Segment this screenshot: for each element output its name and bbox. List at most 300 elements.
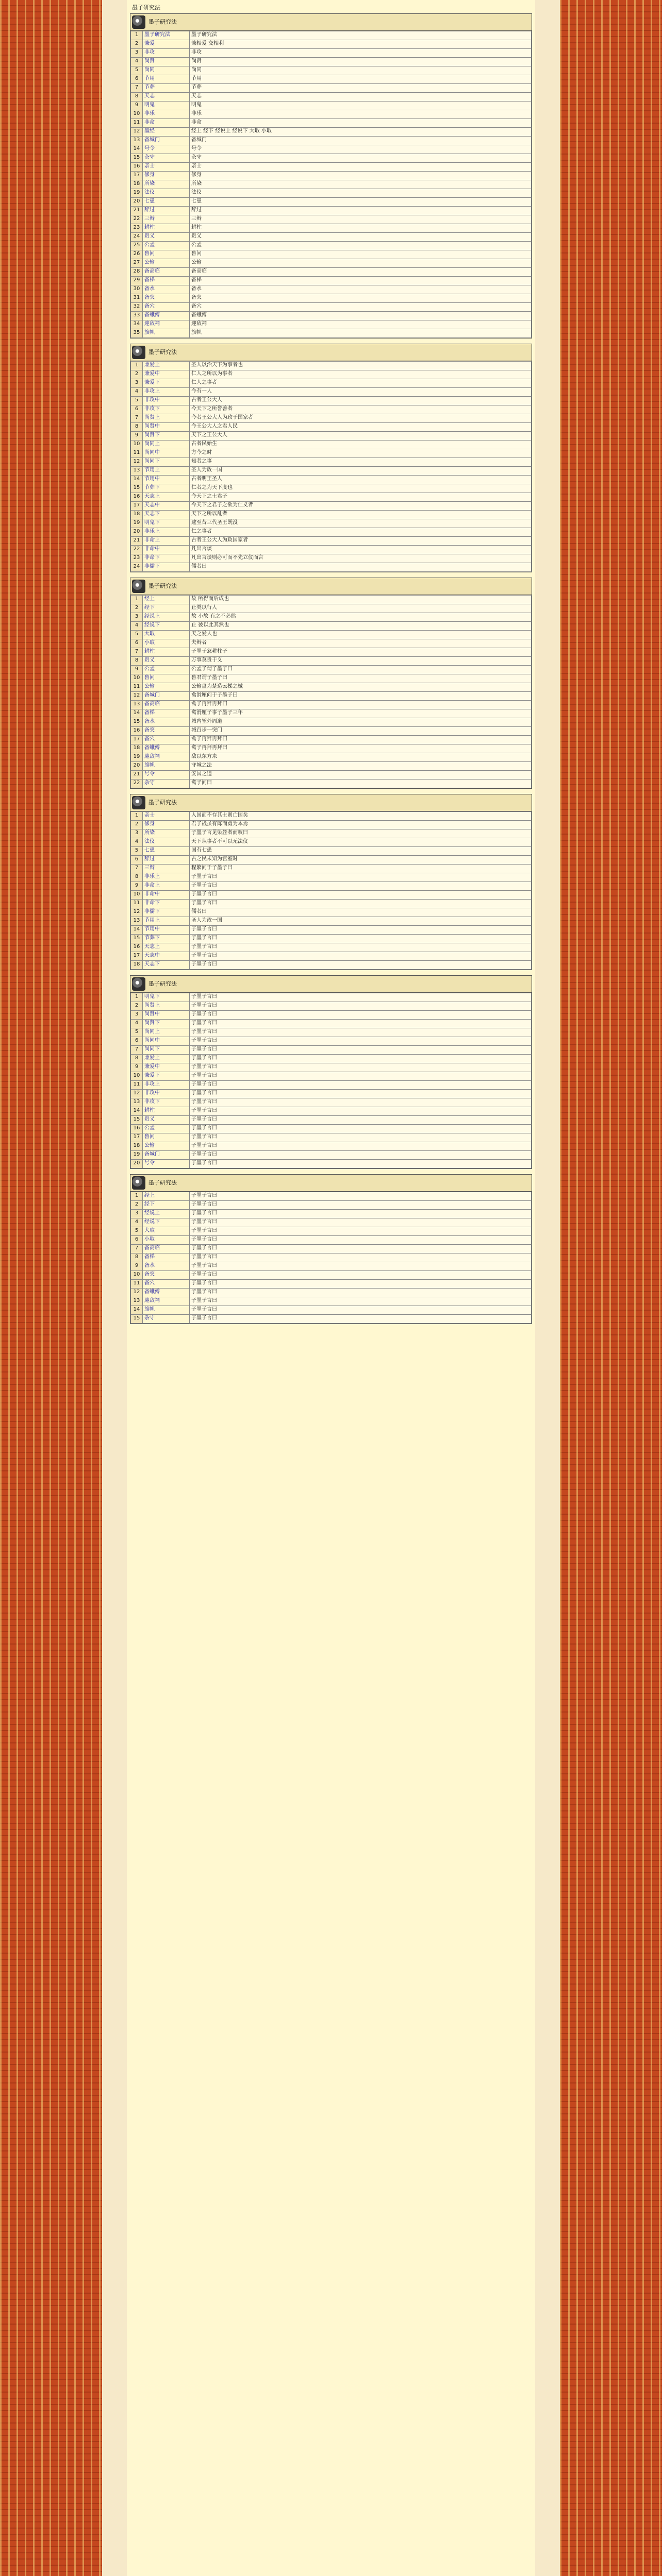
row-number: 8 <box>131 423 143 432</box>
row-name-link[interactable]: 亲士 <box>143 812 190 821</box>
table-row <box>131 1210 532 1218</box>
row-number: 19 <box>131 189 143 198</box>
row-name-link[interactable]: 墨经 <box>143 128 190 137</box>
row-name-link[interactable]: 尚贤下 <box>143 1020 190 1028</box>
row-number: 2 <box>131 40 143 49</box>
row-name-link[interactable]: 备穴 <box>143 303 190 312</box>
row-name-link[interactable]: 经说下 <box>143 1218 190 1227</box>
row-value: 备高临 <box>190 268 532 277</box>
row-value: 凡出言谈则必可而不先立仪而言 <box>190 554 532 563</box>
row-name-link[interactable]: 备穴 <box>143 1280 190 1289</box>
table-row <box>131 397 532 405</box>
row-name-link[interactable]: 非攻中 <box>143 397 190 405</box>
row-value: 凡出言谈 <box>190 546 532 554</box>
row-name-link[interactable]: 经说上 <box>143 1210 190 1218</box>
row-name-link[interactable]: 迎敌祠 <box>143 1297 190 1306</box>
section-titles <box>148 19 177 26</box>
table-row <box>131 1125 532 1133</box>
row-name-link[interactable]: 明鬼 <box>143 101 190 110</box>
row-name-link[interactable]: 耕柱 <box>143 224 190 233</box>
row-number: 2 <box>131 370 143 379</box>
row-name-link[interactable]: 节用上 <box>143 467 190 476</box>
row-name-link[interactable]: 备水 <box>143 285 190 294</box>
row-name-link[interactable]: 公输 <box>143 683 190 692</box>
row-value: 七患 <box>190 198 532 207</box>
row-name-link[interactable]: 三辩 <box>143 215 190 224</box>
row-name-link[interactable]: 公孟 <box>143 666 190 674</box>
row-value: 子墨子言曰 <box>190 1037 532 1046</box>
row-value: 子墨子言曰 <box>190 952 532 961</box>
row-number: 15 <box>131 154 143 163</box>
row-name-link[interactable]: 备梯 <box>143 1253 190 1262</box>
row-name-link[interactable]: 贵义 <box>143 1116 190 1125</box>
row-name-link[interactable]: 辞过 <box>143 856 190 865</box>
row-name-link[interactable]: 非乐上 <box>143 528 190 537</box>
table-row <box>131 519 532 528</box>
section-titles <box>148 799 177 806</box>
table-row <box>131 1227 532 1236</box>
row-name-link[interactable]: 经上 <box>143 1192 190 1201</box>
row-name-link[interactable]: 贵义 <box>143 233 190 242</box>
table-row <box>131 692 532 701</box>
row-number: 7 <box>131 84 143 93</box>
row-value: 故 所得而后成也 <box>190 596 532 604</box>
row-value: 兼相爱 交相利 <box>190 40 532 49</box>
row-number: 12 <box>131 128 143 137</box>
row-number: 13 <box>131 1098 143 1107</box>
row-value: 子墨子言曰 <box>190 935 532 943</box>
section-emblem-icon <box>132 15 145 29</box>
row-name-link[interactable]: 三辩 <box>143 865 190 873</box>
row-number: 31 <box>131 294 143 303</box>
table-row <box>131 563 532 572</box>
row-name-link[interactable]: 号令 <box>143 145 190 154</box>
row-number: 7 <box>131 1046 143 1055</box>
table-row <box>131 1063 532 1072</box>
row-number: 1 <box>131 812 143 821</box>
row-name-link[interactable]: 耕柱 <box>143 648 190 657</box>
row-number: 13 <box>131 137 143 145</box>
row-name-link[interactable]: 节用中 <box>143 926 190 935</box>
row-number: 6 <box>131 1037 143 1046</box>
table-row <box>131 320 532 329</box>
row-value: 子墨子言曰 <box>190 1315 532 1324</box>
row-value: 子墨子言曰 <box>190 1253 532 1262</box>
row-name-link[interactable]: 大取 <box>143 1227 190 1236</box>
table-row <box>131 604 532 613</box>
row-name-link[interactable]: 备城门 <box>143 692 190 701</box>
row-value: 入国而不存其士则亡国矣 <box>190 812 532 821</box>
row-value: 古之民未知为宫室时 <box>190 856 532 865</box>
row-value: 今天下之君子之欲为仁义者 <box>190 502 532 511</box>
row-name-link[interactable]: 亲士 <box>143 163 190 172</box>
row-name-link[interactable]: 兼爱下 <box>143 379 190 388</box>
row-value: 备蛾傅 <box>190 312 532 320</box>
row-name-link[interactable]: 尚贤上 <box>143 1002 190 1011</box>
row-name-link[interactable]: 兼爱中 <box>143 370 190 379</box>
row-name-link[interactable]: 尚同中 <box>143 449 190 458</box>
row-name-link[interactable]: 修身 <box>143 821 190 829</box>
row-name-link[interactable]: 号令 <box>143 771 190 779</box>
row-name-link[interactable]: 非儒下 <box>143 563 190 572</box>
row-value: 子墨子言曰 <box>190 891 532 900</box>
row-number: 17 <box>131 172 143 180</box>
row-name-link[interactable]: 非命 <box>143 119 190 128</box>
row-name-link[interactable]: 节葬下 <box>143 484 190 493</box>
row-name-link[interactable]: 天志下 <box>143 961 190 970</box>
table-row <box>131 546 532 554</box>
table-row <box>131 1037 532 1046</box>
row-name-link[interactable]: 旗帜 <box>143 1306 190 1315</box>
row-number: 6 <box>131 856 143 865</box>
row-name-link[interactable]: 明鬼下 <box>143 993 190 1002</box>
row-name-link[interactable]: 公输 <box>143 259 190 268</box>
row-name-link[interactable]: 兼爱下 <box>143 1072 190 1081</box>
table-row <box>131 458 532 467</box>
row-name-link[interactable]: 非乐 <box>143 110 190 119</box>
row-value: 守城之法 <box>190 762 532 771</box>
row-name-link[interactable]: 迎敌祠 <box>143 753 190 762</box>
row-name-link[interactable]: 公输 <box>143 1142 190 1151</box>
row-value: 禽子再拜再拜曰 <box>190 744 532 753</box>
row-name-link[interactable]: 非攻上 <box>143 1081 190 1090</box>
row-number: 12 <box>131 1090 143 1098</box>
table-row <box>131 657 532 666</box>
table-row <box>131 1262 532 1271</box>
row-value: 安国之道 <box>190 771 532 779</box>
row-value: 子墨子言曰 <box>190 1210 532 1218</box>
row-value: 仁之事者 <box>190 528 532 537</box>
row-name-link[interactable]: 法仪 <box>143 189 190 198</box>
row-name-link[interactable]: 所染 <box>143 180 190 189</box>
row-name-link[interactable]: 法仪 <box>143 838 190 847</box>
row-value: 子墨子言曰 <box>190 1072 532 1081</box>
row-name-link[interactable]: 备梯 <box>143 709 190 718</box>
row-value: 子墨子言曰 <box>190 1098 532 1107</box>
table-row <box>131 1098 532 1107</box>
row-name-link[interactable]: 小取 <box>143 1236 190 1245</box>
row-name-link[interactable]: 大取 <box>143 631 190 639</box>
table-row <box>131 1011 532 1020</box>
table-row <box>131 233 532 242</box>
table-row <box>131 370 532 379</box>
row-number: 14 <box>131 1107 143 1116</box>
table-row <box>131 1297 532 1306</box>
row-value: 非命 <box>190 119 532 128</box>
row-value: 子墨子言曰 <box>190 943 532 952</box>
row-number: 15 <box>131 718 143 727</box>
row-value: 子墨子言曰 <box>190 873 532 882</box>
row-number: 6 <box>131 1236 143 1245</box>
row-number: 3 <box>131 49 143 58</box>
section-table <box>130 1192 532 1324</box>
table-row <box>131 449 532 458</box>
row-name-link[interactable]: 尚贤 <box>143 58 190 66</box>
row-name-link[interactable]: 备穴 <box>143 736 190 744</box>
table-row <box>131 727 532 736</box>
section-table <box>130 361 532 572</box>
table-row <box>131 163 532 172</box>
row-name-link[interactable]: 非命中 <box>143 546 190 554</box>
row-number: 5 <box>131 847 143 856</box>
row-name-link[interactable]: 天志上 <box>143 493 190 502</box>
row-name-link[interactable]: 经下 <box>143 604 190 613</box>
row-name-link[interactable]: 节用中 <box>143 476 190 484</box>
row-value: 子墨子言曰 <box>190 1297 532 1306</box>
row-name-link[interactable]: 备突 <box>143 727 190 736</box>
row-name-link[interactable]: 备蛾傅 <box>143 744 190 753</box>
row-name-link[interactable]: 备城门 <box>143 137 190 145</box>
table-row <box>131 961 532 970</box>
row-name-link[interactable]: 尚同下 <box>143 1046 190 1055</box>
row-name-link[interactable]: 节用上 <box>143 917 190 926</box>
row-value: 天之爱人也 <box>190 631 532 639</box>
table-row <box>131 1081 532 1090</box>
row-name-link[interactable]: 号令 <box>143 1160 190 1168</box>
row-name-link[interactable]: 非命中 <box>143 891 190 900</box>
row-name-link[interactable]: 经说下 <box>143 622 190 631</box>
row-number: 24 <box>131 563 143 572</box>
row-name-link[interactable]: 辞过 <box>143 207 190 215</box>
table-row <box>131 648 532 657</box>
row-name-link[interactable]: 天志上 <box>143 943 190 952</box>
row-number: 25 <box>131 242 143 250</box>
section <box>130 1174 532 1324</box>
row-name-link[interactable]: 天志下 <box>143 511 190 519</box>
row-value: 子墨子言曰 <box>190 1201 532 1210</box>
table-row <box>131 753 532 762</box>
row-value: 尚同 <box>190 66 532 75</box>
row-name-link[interactable]: 天志中 <box>143 952 190 961</box>
row-name-link[interactable]: 兼爱中 <box>143 1063 190 1072</box>
row-name-link[interactable]: 备水 <box>143 1262 190 1271</box>
row-number: 13 <box>131 917 143 926</box>
row-number: 23 <box>131 554 143 563</box>
row-name-link[interactable]: 非命上 <box>143 537 190 546</box>
table-row <box>131 1306 532 1315</box>
row-number: 19 <box>131 1151 143 1160</box>
row-name-link[interactable]: 耕柱 <box>143 1107 190 1116</box>
row-name-link[interactable]: 尚同上 <box>143 440 190 449</box>
row-name-link[interactable]: 非儒下 <box>143 908 190 917</box>
table-row <box>131 908 532 917</box>
table-row <box>131 779 532 788</box>
row-name-link[interactable]: 非乐上 <box>143 873 190 882</box>
row-name-link[interactable]: 旗帜 <box>143 762 190 771</box>
row-number: 2 <box>131 1201 143 1210</box>
row-name-link[interactable]: 天志中 <box>143 502 190 511</box>
row-name-link[interactable]: 非攻下 <box>143 405 190 414</box>
row-name-link[interactable]: 尚同中 <box>143 1037 190 1046</box>
row-number: 2 <box>131 1002 143 1011</box>
row-name-link[interactable]: 七患 <box>143 847 190 856</box>
row-name-link[interactable]: 经说上 <box>143 613 190 622</box>
row-value: 子墨子言曰 <box>190 1046 532 1055</box>
table-row <box>131 554 532 563</box>
row-number: 6 <box>131 639 143 648</box>
row-name-link[interactable]: 兼爱上 <box>143 1055 190 1063</box>
table-row <box>131 683 532 692</box>
row-name-link[interactable]: 鲁问 <box>143 250 190 259</box>
table-row <box>131 1192 532 1201</box>
row-number: 15 <box>131 1116 143 1125</box>
row-value: 子墨子言曰 <box>190 961 532 970</box>
row-number: 18 <box>131 180 143 189</box>
table-row <box>131 631 532 639</box>
row-name-link[interactable]: 非命下 <box>143 554 190 563</box>
row-value: 儒者曰 <box>190 563 532 572</box>
row-name-link[interactable]: 旗帜 <box>143 329 190 338</box>
table-row <box>131 873 532 882</box>
row-number: 9 <box>131 432 143 440</box>
row-value: 古者王公大人为政国家者 <box>190 537 532 546</box>
decorative-border-right <box>560 0 662 2576</box>
row-value: 城内堑外周道 <box>190 718 532 727</box>
row-value: 子墨子言曰 <box>190 1280 532 1289</box>
table-row <box>131 1116 532 1125</box>
row-name-link[interactable]: 鲁问 <box>143 674 190 683</box>
row-name-link[interactable]: 贵义 <box>143 657 190 666</box>
row-name-link[interactable]: 所染 <box>143 829 190 838</box>
row-name-link[interactable]: 尚同上 <box>143 1028 190 1037</box>
row-name-link[interactable]: 备水 <box>143 718 190 727</box>
section-titles <box>148 349 177 356</box>
row-number: 17 <box>131 952 143 961</box>
row-name-link[interactable]: 备蛾傅 <box>143 1289 190 1297</box>
row-name-link[interactable]: 经上 <box>143 596 190 604</box>
row-name-link[interactable]: 备高临 <box>143 268 190 277</box>
table-row <box>131 268 532 277</box>
table-row <box>131 285 532 294</box>
row-value: 节葬 <box>190 84 532 93</box>
section-emblem-icon <box>132 796 145 809</box>
section <box>130 344 532 572</box>
row-name-link[interactable]: 节用 <box>143 75 190 84</box>
row-name-link[interactable]: 非攻中 <box>143 1090 190 1098</box>
row-value: 禽子问曰 <box>190 779 532 788</box>
table-row <box>131 66 532 75</box>
table-row <box>131 926 532 935</box>
table-row <box>131 1142 532 1151</box>
row-value: 仁者之为天下度也 <box>190 484 532 493</box>
row-number: 21 <box>131 771 143 779</box>
table-row <box>131 312 532 320</box>
row-number: 18 <box>131 961 143 970</box>
table-row <box>131 250 532 259</box>
row-number: 16 <box>131 727 143 736</box>
table-row <box>131 329 532 338</box>
table-row <box>131 215 532 224</box>
row-name-link[interactable]: 明鬼下 <box>143 519 190 528</box>
row-number: 34 <box>131 320 143 329</box>
row-name-link[interactable]: 兼爱 <box>143 40 190 49</box>
row-name-link[interactable]: 小取 <box>143 639 190 648</box>
row-name-link[interactable]: 杂守 <box>143 154 190 163</box>
row-number: 9 <box>131 882 143 891</box>
row-name-link[interactable]: 兼爱上 <box>143 362 190 370</box>
row-name-link[interactable]: 杂守 <box>143 779 190 788</box>
row-name-link[interactable]: 尚同 <box>143 66 190 75</box>
row-value: 圣人以治天下为事者也 <box>190 362 532 370</box>
row-name-link[interactable]: 备高临 <box>143 1245 190 1253</box>
row-name-link[interactable]: 尚贤中 <box>143 423 190 432</box>
row-value: 子墨子言曰 <box>190 993 532 1002</box>
row-name-link[interactable]: 杂守 <box>143 1315 190 1324</box>
row-name-link[interactable]: 非命上 <box>143 882 190 891</box>
row-number: 20 <box>131 1160 143 1168</box>
row-value: 敌以东方来 <box>190 753 532 762</box>
row-number: 11 <box>131 119 143 128</box>
table-row <box>131 423 532 432</box>
row-number: 4 <box>131 838 143 847</box>
row-name-link[interactable]: 备城门 <box>143 1151 190 1160</box>
row-name-link[interactable]: 非命下 <box>143 900 190 908</box>
row-value: 今者王公大人为政于国家者 <box>190 414 532 423</box>
row-number: 10 <box>131 891 143 900</box>
row-value: 古者王公大人 <box>190 397 532 405</box>
row-name-link[interactable]: 节葬下 <box>143 935 190 943</box>
row-value: 耕柱 <box>190 224 532 233</box>
row-name-link[interactable]: 非攻 <box>143 49 190 58</box>
row-name-link[interactable]: 公孟 <box>143 242 190 250</box>
row-number: 3 <box>131 613 143 622</box>
section-header <box>130 344 532 361</box>
row-name-link[interactable]: 备突 <box>143 294 190 303</box>
decorative-border-left <box>0 0 102 2576</box>
row-value: 备城门 <box>190 137 532 145</box>
row-name-link[interactable]: 非攻下 <box>143 1098 190 1107</box>
row-number: 7 <box>131 414 143 423</box>
row-name-link[interactable]: 节葬 <box>143 84 190 93</box>
row-name-link[interactable]: 公孟 <box>143 1125 190 1133</box>
row-name-link[interactable]: 尚贤中 <box>143 1011 190 1020</box>
row-name-link[interactable]: 鲁问 <box>143 1133 190 1142</box>
row-number: 12 <box>131 1289 143 1297</box>
row-name-link[interactable]: 备高临 <box>143 701 190 709</box>
row-number: 27 <box>131 259 143 268</box>
table-row <box>131 1218 532 1227</box>
row-number: 14 <box>131 926 143 935</box>
table-row <box>131 432 532 440</box>
row-name-link[interactable]: 尚贤上 <box>143 414 190 423</box>
row-name-link[interactable]: 修身 <box>143 172 190 180</box>
row-name-link[interactable]: 备蛾傅 <box>143 312 190 320</box>
row-name-link[interactable]: 迎敌祠 <box>143 320 190 329</box>
row-value: 君子战虽有陈而勇为本焉 <box>190 821 532 829</box>
row-name-link[interactable]: 七患 <box>143 198 190 207</box>
table-row <box>131 242 532 250</box>
row-name-link[interactable]: 天志 <box>143 93 190 101</box>
row-name-link[interactable]: 尚贤下 <box>143 432 190 440</box>
row-value: 圣人为政一国 <box>190 917 532 926</box>
row-number: 10 <box>131 1072 143 1081</box>
row-value: 鲁问 <box>190 250 532 259</box>
table-row <box>131 1055 532 1063</box>
table-row <box>131 744 532 753</box>
row-number: 5 <box>131 397 143 405</box>
row-name-link[interactable]: 备突 <box>143 1271 190 1280</box>
row-name-link[interactable]: 非攻上 <box>143 388 190 397</box>
row-name-link[interactable]: 经下 <box>143 1201 190 1210</box>
table-row <box>131 128 532 137</box>
row-name-link[interactable]: 尚同下 <box>143 458 190 467</box>
row-name-link[interactable]: 备梯 <box>143 277 190 285</box>
table-row <box>131 294 532 303</box>
row-name-link[interactable]: 墨子研究法 <box>143 31 190 40</box>
table-row <box>131 829 532 838</box>
row-value: 公输盘为楚造云梯之械 <box>190 683 532 692</box>
row-number: 11 <box>131 1081 143 1090</box>
